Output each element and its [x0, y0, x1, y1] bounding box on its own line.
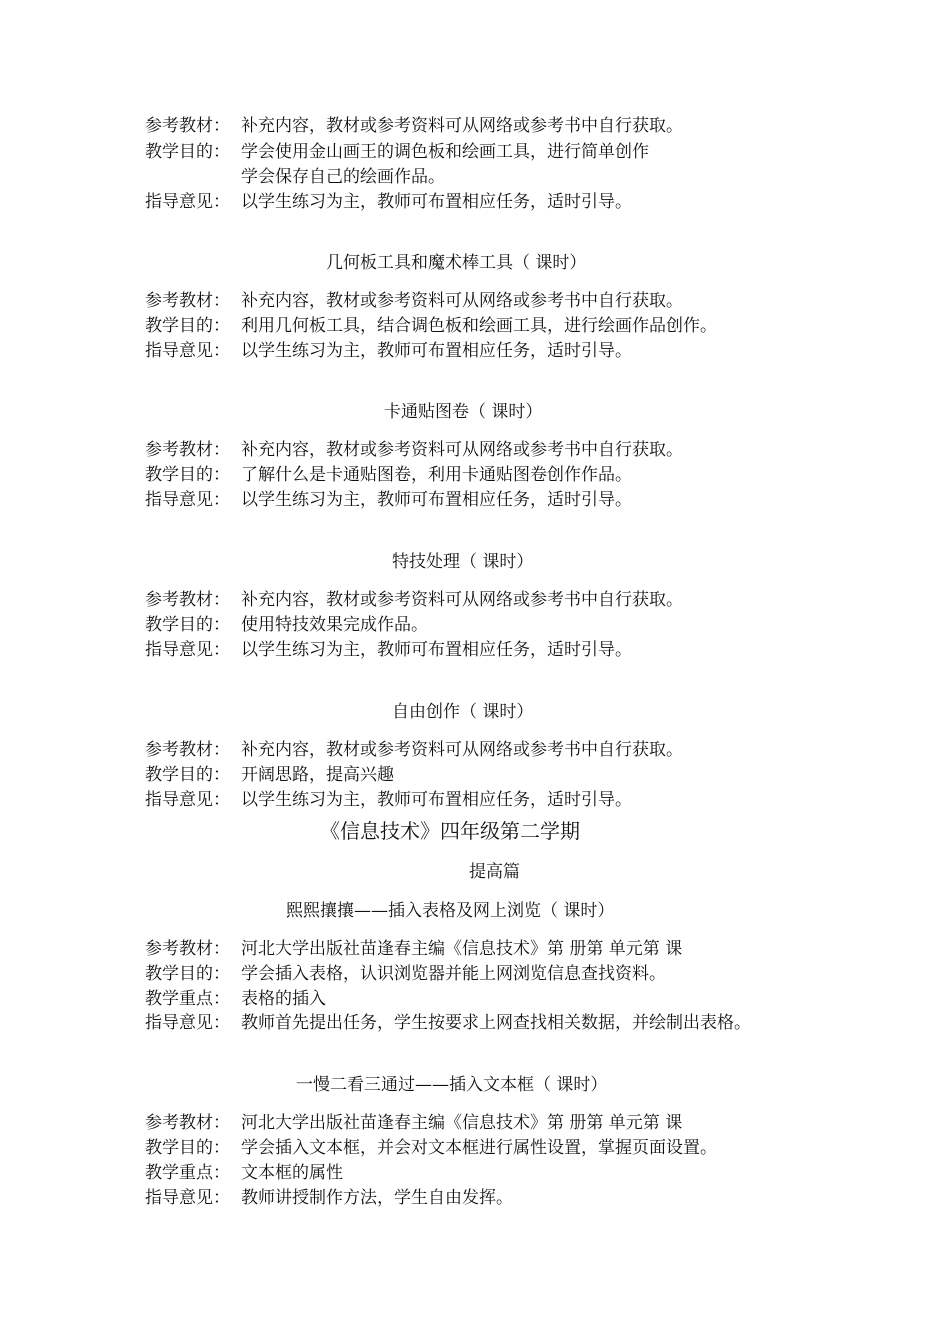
- goal-label: 教学目的：: [145, 316, 230, 336]
- goal-text: 了解什么是卡通贴图卷，利用卡通贴图卷创作作品。: [241, 465, 632, 485]
- goal-text-2: 学会保存自己的绘画作品。: [241, 167, 445, 187]
- document-subheading: 提高篇: [469, 862, 520, 882]
- guide-line: [145, 1013, 751, 1033]
- ref-line: [145, 116, 683, 136]
- ref-label: 参考教材：: [145, 1113, 230, 1133]
- ref-text: 河北大学出版社苗逢春主编《信息技术》第 册第 单元第 课: [241, 1113, 683, 1133]
- guide-label: 指导意见：: [145, 490, 230, 510]
- key-text: 表格的插入: [241, 989, 326, 1009]
- lesson-title: 特技处理（ 课时）: [392, 552, 534, 572]
- ref-text: 补充内容，教材或参考资料可从网络或参考书中自行获取。: [241, 440, 683, 460]
- goal-label: 教学目的：: [145, 615, 230, 635]
- ref-text: 补充内容，教材或参考资料可从网络或参考书中自行获取。: [241, 291, 683, 311]
- lesson-title: 几何板工具和魔术棒工具（ 课时）: [326, 253, 587, 273]
- lesson-title: 一慢二看三通过——插入文本框（ 课时）: [296, 1075, 608, 1095]
- goal-line: [145, 465, 632, 485]
- guide-text: 以学生练习为主，教师可布置相应任务，适时引导。: [241, 790, 632, 810]
- ref-label: 参考教材：: [145, 291, 230, 311]
- guide-line: [145, 640, 632, 660]
- document-heading: 《信息技术》四年级第二学期: [320, 819, 580, 843]
- goal-line: [145, 142, 649, 162]
- goal-line: [145, 964, 666, 984]
- goal-line: [145, 1138, 717, 1158]
- ref-label: 参考教材：: [145, 440, 230, 460]
- guide-text: 教师讲授制作方法，学生自由发挥。: [241, 1188, 513, 1208]
- ref-line: [145, 440, 683, 460]
- lesson-title: 卡通贴图卷（ 课时）: [384, 402, 543, 422]
- ref-text: 河北大学出版社苗逢春主编《信息技术》第 册第 单元第 课: [241, 939, 683, 959]
- ref-text: 补充内容，教材或参考资料可从网络或参考书中自行获取。: [241, 590, 683, 610]
- goal-label: 教学目的：: [145, 465, 230, 485]
- guide-line: [145, 790, 632, 810]
- ref-text: 补充内容，教材或参考资料可从网络或参考书中自行获取。: [241, 116, 683, 136]
- goal-line: [145, 316, 717, 336]
- ref-label: 参考教材：: [145, 590, 230, 610]
- goal-label: 教学目的：: [145, 964, 230, 984]
- goal-text: 学会插入表格，认识浏览器并能上网浏览信息查找资料。: [241, 964, 666, 984]
- guide-label: 指导意见：: [145, 790, 230, 810]
- goal-text: 开阔思路，提高兴趣: [241, 765, 394, 785]
- ref-line: [145, 291, 683, 311]
- guide-line: [145, 192, 632, 212]
- guide-text: 以学生练习为主，教师可布置相应任务，适时引导。: [241, 490, 632, 510]
- goal-label: 教学目的：: [145, 765, 230, 785]
- goal-line: [145, 615, 428, 635]
- goal-label: 教学目的：: [145, 142, 230, 162]
- ref-line: [145, 590, 683, 610]
- key-line: [145, 1163, 343, 1183]
- guide-text: 以学生练习为主，教师可布置相应任务，适时引导。: [241, 192, 632, 212]
- ref-label: 参考教材：: [145, 116, 230, 136]
- goal-text: 利用几何板工具，结合调色板和绘画工具，进行绘画作品创作。: [241, 316, 717, 336]
- ref-line: [145, 939, 682, 959]
- guide-label: 指导意见：: [145, 192, 230, 212]
- goal-line: [145, 765, 394, 785]
- guide-label: 指导意见：: [145, 640, 230, 660]
- goal-text: 使用特技效果完成作品。: [241, 615, 428, 635]
- ref-label: 参考教材：: [145, 740, 230, 760]
- ref-line: [145, 1113, 682, 1133]
- guide-label: 指导意见：: [145, 1188, 230, 1208]
- guide-line: [145, 490, 632, 510]
- ref-label: 参考教材：: [145, 939, 230, 959]
- guide-text: 以学生练习为主，教师可布置相应任务，适时引导。: [241, 341, 632, 361]
- key-line: [145, 989, 326, 1009]
- ref-line: [145, 740, 683, 760]
- goal-line-continued: [145, 167, 445, 187]
- guide-text: 以学生练习为主，教师可布置相应任务，适时引导。: [241, 640, 632, 660]
- guide-label: 指导意见：: [145, 341, 230, 361]
- key-text: 文本框的属性: [241, 1163, 343, 1183]
- key-label: 教学重点：: [145, 1163, 230, 1183]
- lesson-title: 自由创作（ 课时）: [392, 702, 534, 722]
- goal-text: 学会插入文本框，并会对文本框进行属性设置，掌握页面设置。: [241, 1138, 717, 1158]
- guide-label: 指导意见：: [145, 1013, 230, 1033]
- key-label: 教学重点：: [145, 989, 230, 1009]
- goal-text: 学会使用金山画王的调色板和绘画工具，进行简单创作: [241, 142, 649, 162]
- guide-line: [145, 1188, 513, 1208]
- ref-text: 补充内容，教材或参考资料可从网络或参考书中自行获取。: [241, 740, 683, 760]
- guide-text: 教师首先提出任务，学生按要求上网查找相关数据，并绘制出表格。: [241, 1013, 751, 1033]
- lesson-title: 熙熙攘攘——插入表格及网上浏览（ 课时）: [286, 901, 615, 921]
- guide-line: [145, 341, 632, 361]
- goal-label: 教学目的：: [145, 1138, 230, 1158]
